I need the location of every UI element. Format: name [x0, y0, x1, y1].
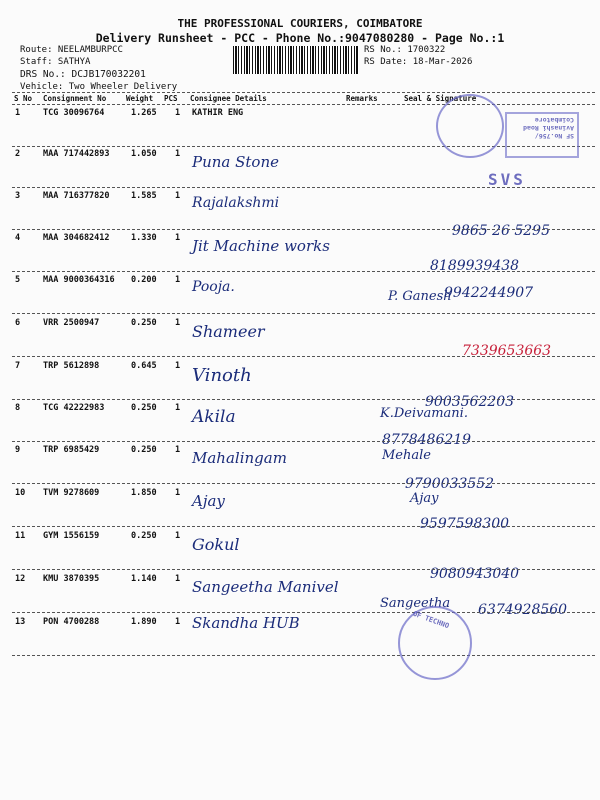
- row-consignee-handwritten: Pooja.: [192, 279, 235, 295]
- row-phone-number: 7339653663: [462, 343, 552, 359]
- staff-label: Staff: SATHYA: [20, 57, 91, 67]
- row-serial-number: 10: [15, 488, 26, 498]
- row-signature: K.Deivamani.: [380, 406, 468, 421]
- vehicle-label: Vehicle: Two Wheeler Delivery: [20, 82, 178, 92]
- row-pcs: 1: [175, 403, 181, 413]
- col-header-sno: S No: [14, 94, 33, 103]
- header-bottom-line: [12, 104, 595, 105]
- row-consignment-number: TRP 6985429: [43, 445, 100, 455]
- row-serial-number: 3: [15, 191, 21, 201]
- row-separator: [12, 569, 595, 570]
- row-weight: 0.645: [131, 361, 157, 371]
- row-phone-number: 8189939438: [430, 258, 520, 274]
- row-separator: [12, 229, 595, 230]
- row-serial-number: 8: [15, 403, 21, 413]
- col-header-seal-signature: Seal & Signature: [404, 94, 477, 103]
- row-serial-number: 7: [15, 361, 21, 371]
- row-separator: [12, 441, 595, 442]
- row-phone-number: 8778486219: [382, 432, 472, 448]
- row-weight: 0.200: [131, 275, 157, 285]
- row-pcs: 1: [175, 361, 181, 371]
- row-signature: Ajay: [410, 491, 439, 506]
- row-separator: [12, 526, 595, 527]
- row-consignment-number: MAA 716377820: [43, 191, 110, 201]
- row-consignee-handwritten: Skandha HUB: [192, 614, 300, 632]
- row-weight: 1.265: [131, 108, 157, 118]
- row-signature: P. Ganesh: [388, 289, 452, 304]
- rs-no-label: RS No.: 1700322: [364, 45, 446, 55]
- route-label: Route: NEELAMBURPCC: [20, 45, 123, 55]
- row-consignment-number: KMU 3870395: [43, 574, 100, 584]
- row-separator: [12, 655, 595, 656]
- row-pcs: 1: [175, 445, 181, 455]
- row-signature: Mehale: [382, 448, 431, 463]
- row-serial-number: 1: [15, 108, 21, 118]
- row-phone-number: 9597598300: [420, 516, 510, 532]
- row-separator: [12, 483, 595, 484]
- row-pcs: 1: [175, 617, 181, 627]
- row-weight: 0.250: [131, 445, 157, 455]
- row-consignee-handwritten: Vinoth: [192, 365, 252, 386]
- row-separator: [12, 271, 595, 272]
- col-header-consignment: Consignment No: [43, 94, 107, 103]
- row-serial-number: 6: [15, 318, 21, 328]
- row-weight: 1.140: [131, 574, 157, 584]
- row-pcs: 1: [175, 488, 181, 498]
- row-phone-number: 9790033552: [405, 476, 495, 492]
- header-top-line: [12, 92, 595, 93]
- stamp-address-text: SF No.756/ Avinashi Road Coimbatore: [523, 116, 574, 140]
- row-consignee-handwritten: Akila: [192, 407, 236, 427]
- row-pcs: 1: [175, 318, 181, 328]
- row-consignee-handwritten: Rajalakshmi: [192, 195, 280, 211]
- row-consignment-number: TCG 42222983: [43, 403, 105, 413]
- row-serial-number: 11: [15, 531, 26, 541]
- barcode: [233, 46, 359, 74]
- col-header-weight: Weight: [126, 94, 154, 103]
- row-serial-number: 13: [15, 617, 26, 627]
- row-consignment-number: TCG 30096764: [43, 108, 105, 118]
- row-consignment-number: TVM 9278609: [43, 488, 100, 498]
- row-phone-number: 9080943040: [430, 566, 520, 582]
- row-consignment-number: MAA 9000364316: [43, 275, 115, 285]
- row-consignment-number: VRR 2500947: [43, 318, 100, 328]
- row-pcs: 1: [175, 233, 181, 243]
- row-consignee-handwritten: Mahalingam: [192, 449, 287, 467]
- row-consignee-handwritten: Puna Stone: [192, 153, 279, 171]
- row-phone-number: 9865 26 5295: [452, 223, 550, 239]
- row-consignment-number: TRP 5612898: [43, 361, 100, 371]
- row-weight: 1.850: [131, 488, 157, 498]
- row-separator: [12, 356, 595, 357]
- col-header-pcs: PCS: [164, 94, 178, 103]
- row-consignee-handwritten: Sangeetha Manivel: [192, 578, 339, 596]
- row-serial-number: 12: [15, 574, 26, 584]
- row-consignee-handwritten: Ajay: [192, 492, 225, 510]
- row-consignee-handwritten: Jit Machine works: [192, 237, 330, 255]
- row-serial-number: 2: [15, 149, 21, 159]
- row-consignment-number: GYM 1556159: [43, 531, 100, 541]
- row-phone-number: 9003562203: [425, 394, 515, 410]
- col-header-remarks: Remarks: [346, 94, 378, 103]
- row-pcs: 1: [175, 574, 181, 584]
- row-pcs: 1: [175, 149, 181, 159]
- runsheet-subtitle: Delivery Runsheet - PCC - Phone No.:9047080280 - Page No.:1: [95, 31, 505, 45]
- row-consignment-number: MAA 304682412: [43, 233, 110, 243]
- row-consignment-number: MAA 717442893: [43, 149, 110, 159]
- drs-label: DRS No.: DCJB170032201: [20, 69, 146, 80]
- row-pcs: 1: [175, 275, 181, 285]
- row-serial-number: 9: [15, 445, 21, 455]
- row-serial-number: 4: [15, 233, 21, 243]
- rs-date-label: RS Date: 18-Mar-2026: [364, 57, 473, 67]
- row-separator: [12, 313, 595, 314]
- techno-stamp-text: OF TECHNO: [411, 609, 451, 631]
- row-consignee-handwritten: Shameer: [192, 322, 265, 341]
- row-pcs: 1: [175, 191, 181, 201]
- page-title: THE PROFESSIONAL COURIERS, COIMBATORE: [177, 17, 423, 30]
- row-phone-number: 9942244907: [444, 285, 534, 301]
- row-signature: Sangeetha: [380, 596, 451, 611]
- company-stamp-circle: [436, 94, 504, 158]
- row-phone-number: 6374928560: [478, 602, 568, 618]
- row-serial-number: 5: [15, 275, 21, 285]
- row-consignment-number: PON 4700288: [43, 617, 100, 627]
- row-separator: [12, 399, 595, 400]
- row-pcs: 1: [175, 531, 181, 541]
- row-consignee-handwritten: Gokul: [192, 535, 240, 554]
- row-weight: 0.250: [131, 318, 157, 328]
- row-weight: 1.890: [131, 617, 157, 627]
- row-weight: 0.250: [131, 531, 157, 541]
- row-weight: 1.050: [131, 149, 157, 159]
- col-header-consignee: Consignee Details: [190, 94, 267, 103]
- row-weight: 1.330: [131, 233, 157, 243]
- row-pcs: 1: [175, 108, 181, 118]
- row-weight: 1.585: [131, 191, 157, 201]
- svs-stamp-text: SVS: [488, 170, 526, 189]
- row-consignee-printed: KATHIR ENG: [192, 108, 244, 118]
- row-weight: 0.250: [131, 403, 157, 413]
